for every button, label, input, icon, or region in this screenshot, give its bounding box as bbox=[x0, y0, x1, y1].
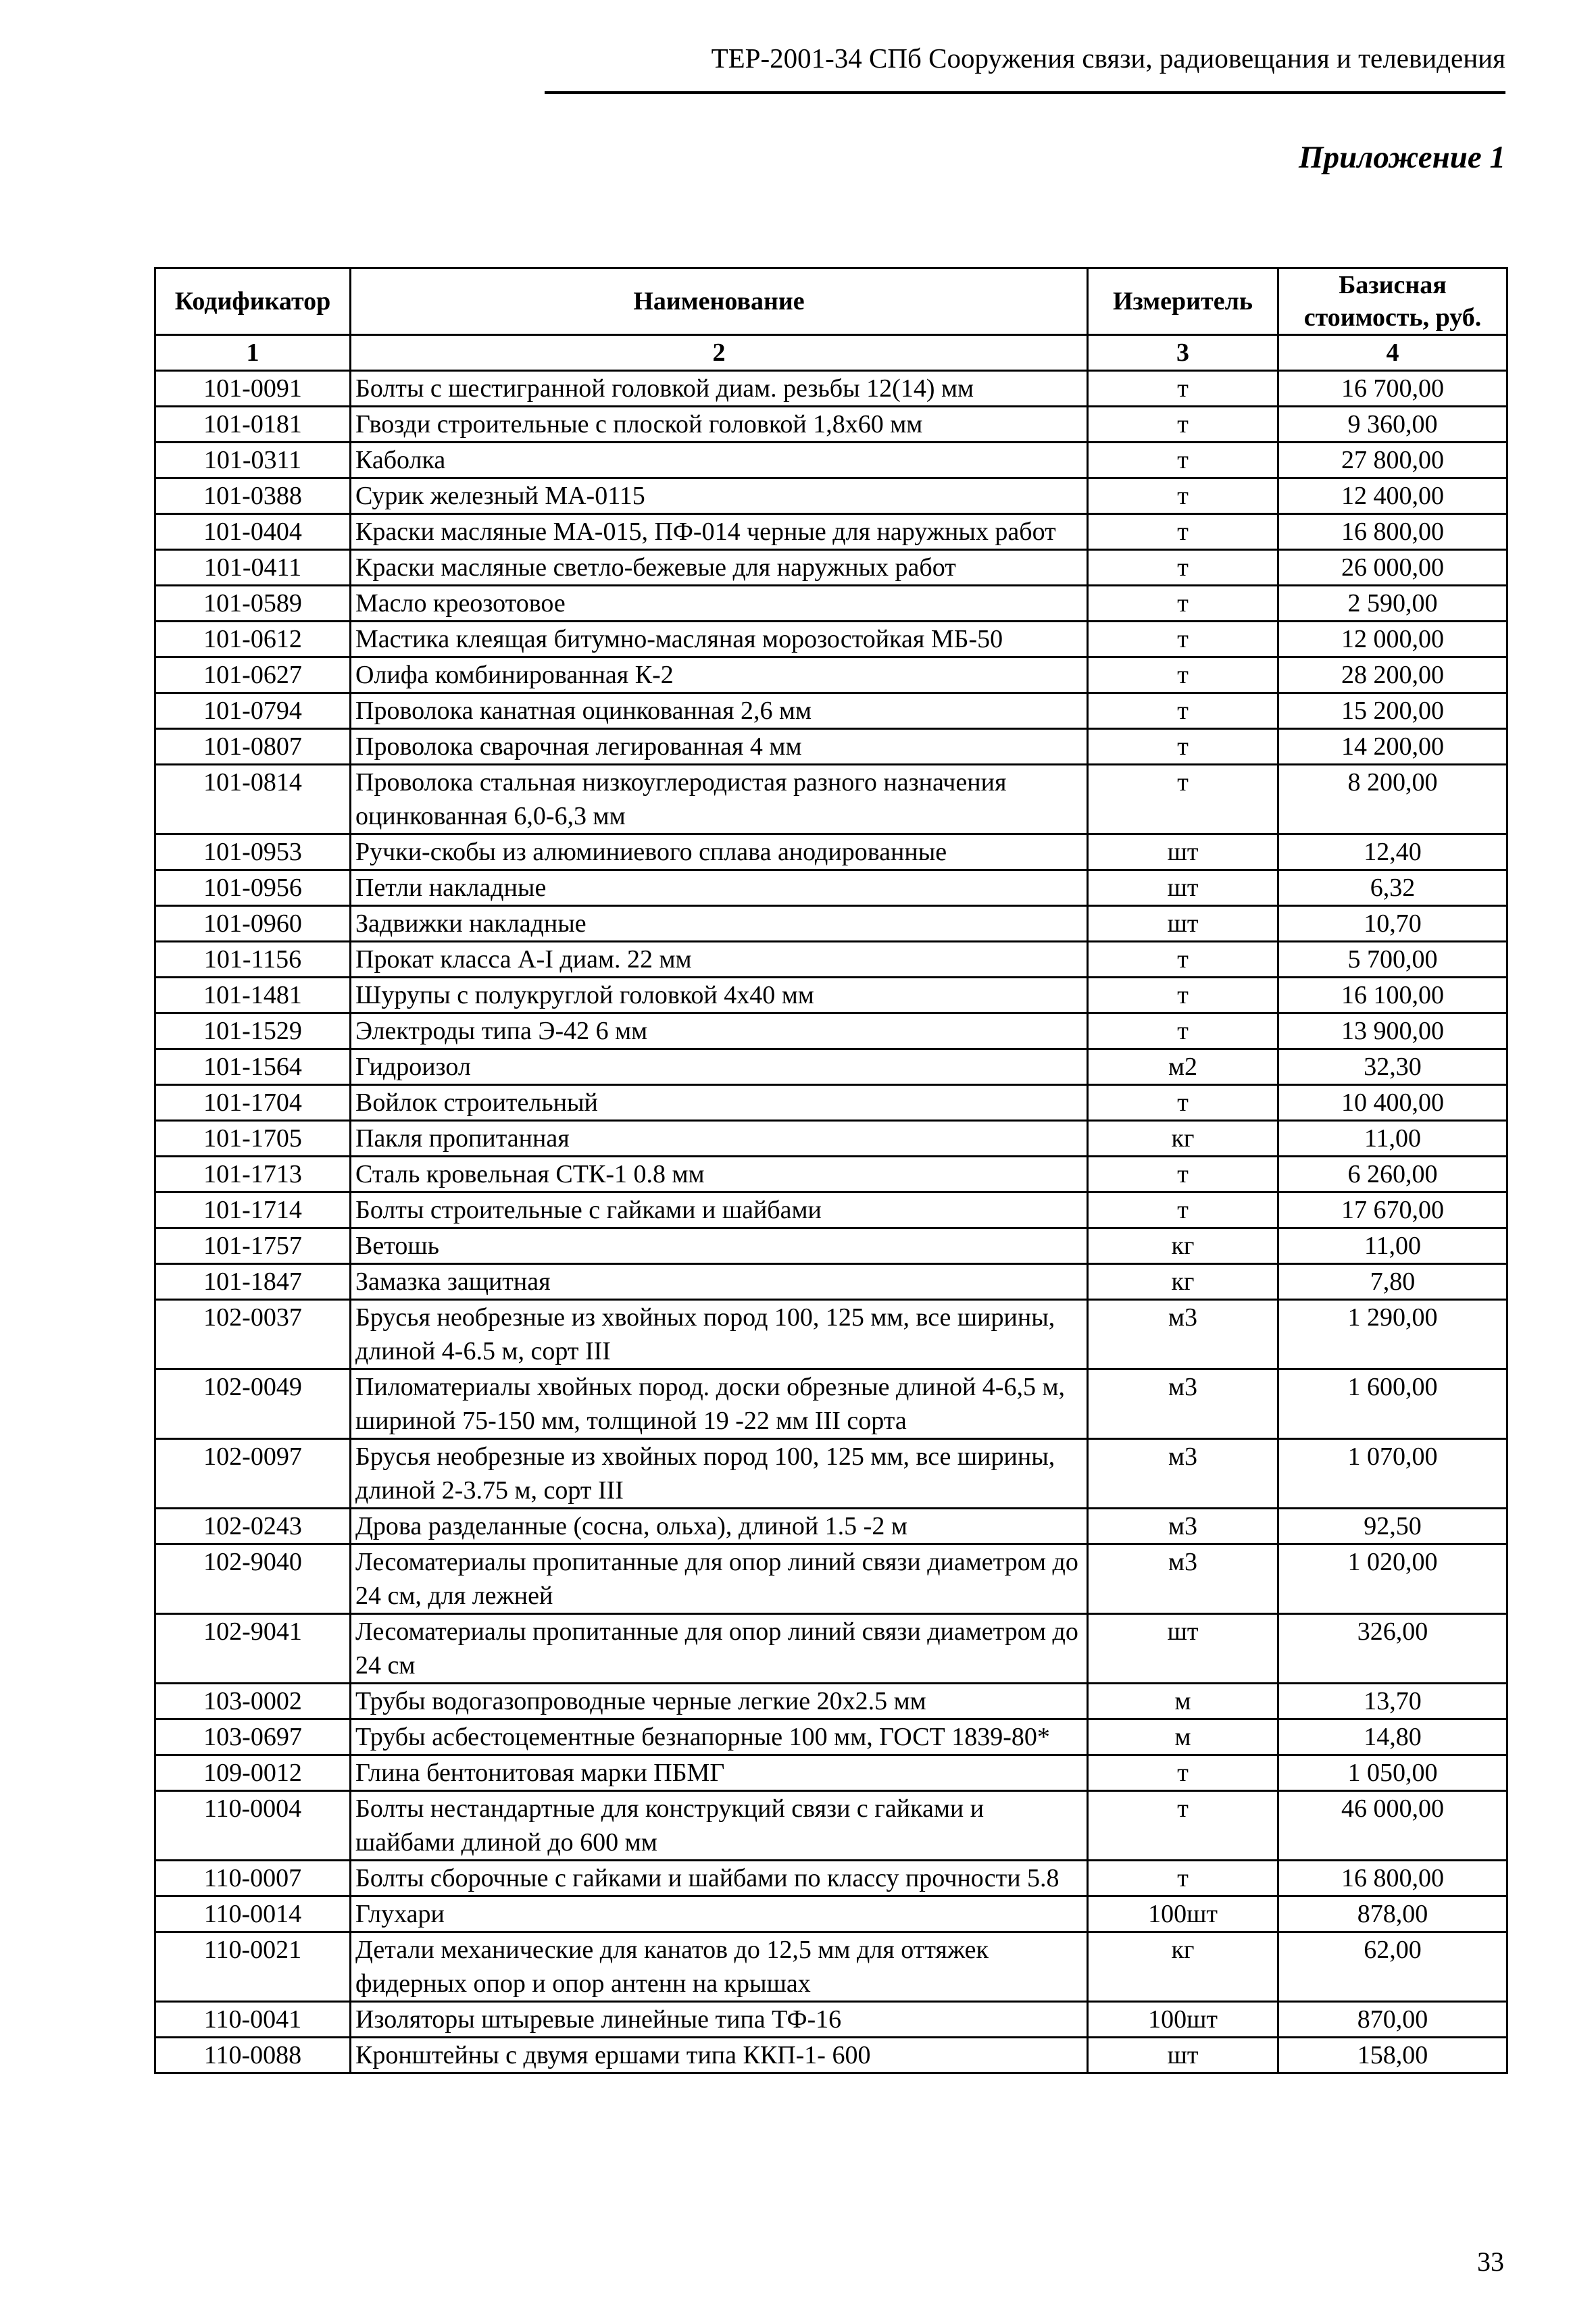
code-cell: 101-1564 bbox=[155, 1049, 351, 1085]
table-row bbox=[155, 693, 1507, 729]
unit-cell: т bbox=[1088, 693, 1278, 729]
code-cell: 102-9040 bbox=[155, 1544, 351, 1614]
table-row bbox=[155, 371, 1507, 407]
table-row bbox=[155, 1509, 1507, 1544]
price-cell: 1 050,00 bbox=[1278, 1755, 1507, 1791]
unit-cell: т bbox=[1088, 550, 1278, 586]
code-cell: 101-0794 bbox=[155, 693, 351, 729]
price-cell: 28 200,00 bbox=[1278, 657, 1507, 693]
unit-cell: т bbox=[1088, 1157, 1278, 1192]
table-row bbox=[155, 765, 1507, 834]
table-row bbox=[155, 870, 1507, 906]
price-cell: 14,80 bbox=[1278, 1719, 1507, 1755]
table-row bbox=[155, 1544, 1507, 1614]
name-cell: Мастика клеящая битумно-масляная морозостойкая МБ-50 bbox=[351, 622, 1088, 657]
name-cell: Лесоматериалы пропитанные для опор линий связи диаметром до 24 см bbox=[351, 1614, 1088, 1684]
unit-cell: м2 bbox=[1088, 1049, 1278, 1085]
price-cell: 878,00 bbox=[1278, 1896, 1507, 1932]
name-cell: Болты с шестигранной головкой диам. резьбы 12(14) мм bbox=[351, 371, 1088, 407]
unit-cell: т bbox=[1088, 1085, 1278, 1121]
table-row bbox=[155, 514, 1507, 550]
unit-cell: кг bbox=[1088, 1121, 1278, 1157]
price-cell: 158,00 bbox=[1278, 2038, 1507, 2073]
code-cell: 101-0956 bbox=[155, 870, 351, 906]
name-cell: Глухари bbox=[351, 1896, 1088, 1932]
price-cell: 62,00 bbox=[1278, 1932, 1507, 2002]
name-cell: Трубы асбестоцементные безнапорные 100 мм, ГОСТ 1839-80* bbox=[351, 1719, 1088, 1755]
table-row bbox=[155, 550, 1507, 586]
price-cell: 17 670,00 bbox=[1278, 1192, 1507, 1228]
unit-cell: м3 bbox=[1088, 1300, 1278, 1369]
price-cell: 32,30 bbox=[1278, 1049, 1507, 1085]
price-cell: 2 590,00 bbox=[1278, 586, 1507, 622]
price-cell: 10,70 bbox=[1278, 906, 1507, 942]
table-row bbox=[155, 1719, 1507, 1755]
code-cell: 110-0088 bbox=[155, 2038, 351, 2073]
code-cell: 101-0807 bbox=[155, 729, 351, 765]
unit-cell: т bbox=[1088, 443, 1278, 478]
name-cell: Дрова разделанные (сосна, ольха), длиной 1.5 -2 м bbox=[351, 1509, 1088, 1544]
price-cell: 5 700,00 bbox=[1278, 942, 1507, 978]
code-cell: 103-0697 bbox=[155, 1719, 351, 1755]
price-cell: 46 000,00 bbox=[1278, 1791, 1507, 1861]
code-cell: 101-0953 bbox=[155, 834, 351, 870]
column-number: 4 bbox=[1278, 335, 1507, 371]
code-cell: 110-0014 bbox=[155, 1896, 351, 1932]
price-cell: 13,70 bbox=[1278, 1684, 1507, 1719]
unit-cell: т bbox=[1088, 1861, 1278, 1896]
unit-cell: кг bbox=[1088, 1228, 1278, 1264]
document-header-title: ТЕР-2001-34 СПб Сооружения связи, радиовещания и телевидения bbox=[711, 43, 1505, 74]
name-cell: Сурик железный МА-0115 bbox=[351, 478, 1088, 514]
table-row bbox=[155, 657, 1507, 693]
table-row bbox=[155, 1264, 1507, 1300]
table-row bbox=[155, 1932, 1507, 2002]
table-row bbox=[155, 942, 1507, 978]
column-number: 2 bbox=[351, 335, 1088, 371]
name-cell: Брусья необрезные из хвойных пород 100, 125 мм, все ширины, длиной 2-3.75 м, сорт III bbox=[351, 1439, 1088, 1509]
unit-cell: м bbox=[1088, 1719, 1278, 1755]
table-row bbox=[155, 1300, 1507, 1369]
table-row bbox=[155, 906, 1507, 942]
column-header-code: Кодификатор bbox=[155, 268, 351, 335]
unit-cell: т bbox=[1088, 478, 1278, 514]
code-cell: 101-1529 bbox=[155, 1013, 351, 1049]
price-cell: 16 800,00 bbox=[1278, 1861, 1507, 1896]
unit-cell: т bbox=[1088, 1013, 1278, 1049]
table-row bbox=[155, 1157, 1507, 1192]
table-row bbox=[155, 729, 1507, 765]
code-cell: 110-0007 bbox=[155, 1861, 351, 1896]
table-column-number-row bbox=[155, 335, 1507, 371]
unit-cell: шт bbox=[1088, 2038, 1278, 2073]
price-cell: 26 000,00 bbox=[1278, 550, 1507, 586]
unit-cell: т bbox=[1088, 1755, 1278, 1791]
name-cell: Гвозди строительные с плоской головкой 1,8х60 мм bbox=[351, 407, 1088, 443]
column-header-unit: Измеритель bbox=[1088, 268, 1278, 335]
name-cell: Краски масляные МА-015, ПФ-014 черные для наружных работ bbox=[351, 514, 1088, 550]
unit-cell: 100шт bbox=[1088, 1896, 1278, 1932]
name-cell: Гидроизол bbox=[351, 1049, 1088, 1085]
table-row bbox=[155, 2002, 1507, 2038]
column-number: 1 bbox=[155, 335, 351, 371]
name-cell: Замазка защитная bbox=[351, 1264, 1088, 1300]
code-cell: 102-0243 bbox=[155, 1509, 351, 1544]
price-cell: 1 020,00 bbox=[1278, 1544, 1507, 1614]
name-cell: Олифа комбинированная К-2 bbox=[351, 657, 1088, 693]
name-cell: Кронштейны с двумя ершами типа ККП-1- 600 bbox=[351, 2038, 1088, 2073]
code-cell: 101-0627 bbox=[155, 657, 351, 693]
table-row bbox=[155, 1791, 1507, 1861]
unit-cell: м3 bbox=[1088, 1544, 1278, 1614]
code-cell: 103-0002 bbox=[155, 1684, 351, 1719]
name-cell: Сталь кровельная СТК-1 0.8 мм bbox=[351, 1157, 1088, 1192]
code-cell: 101-1704 bbox=[155, 1085, 351, 1121]
name-cell: Болты сборочные с гайками и шайбами по классу прочности 5.8 bbox=[351, 1861, 1088, 1896]
price-cell: 10 400,00 bbox=[1278, 1085, 1507, 1121]
price-cell: 16 700,00 bbox=[1278, 371, 1507, 407]
code-cell: 101-0411 bbox=[155, 550, 351, 586]
code-cell: 101-1847 bbox=[155, 1264, 351, 1300]
column-header-price: Базисная стоимость, руб. bbox=[1278, 268, 1507, 335]
name-cell: Болты строительные с гайками и шайбами bbox=[351, 1192, 1088, 1228]
code-cell: 101-0960 bbox=[155, 906, 351, 942]
name-cell: Проволока стальная низкоуглеродистая разного назначения оцинкованная 6,0-6,3 мм bbox=[351, 765, 1088, 834]
price-cell: 9 360,00 bbox=[1278, 407, 1507, 443]
code-cell: 110-0021 bbox=[155, 1932, 351, 2002]
table-row bbox=[155, 1861, 1507, 1896]
name-cell: Ветошь bbox=[351, 1228, 1088, 1264]
table-row bbox=[155, 1684, 1507, 1719]
table-row bbox=[155, 1192, 1507, 1228]
code-cell: 109-0012 bbox=[155, 1755, 351, 1791]
table-row bbox=[155, 1121, 1507, 1157]
table-row bbox=[155, 1755, 1507, 1791]
table-row bbox=[155, 407, 1507, 443]
table-row bbox=[155, 1369, 1507, 1439]
price-cell: 27 800,00 bbox=[1278, 443, 1507, 478]
unit-cell: т bbox=[1088, 657, 1278, 693]
unit-cell: шт bbox=[1088, 1614, 1278, 1684]
table-row bbox=[155, 1439, 1507, 1509]
price-cell: 326,00 bbox=[1278, 1614, 1507, 1684]
price-cell: 16 100,00 bbox=[1278, 978, 1507, 1013]
code-cell: 101-0612 bbox=[155, 622, 351, 657]
price-cell: 870,00 bbox=[1278, 2002, 1507, 2038]
code-cell: 101-0388 bbox=[155, 478, 351, 514]
name-cell: Пакля пропитанная bbox=[351, 1121, 1088, 1157]
table-row bbox=[155, 586, 1507, 622]
table-row bbox=[155, 834, 1507, 870]
column-header-name: Наименование bbox=[351, 268, 1088, 335]
unit-cell: шт bbox=[1088, 834, 1278, 870]
table-row bbox=[155, 1896, 1507, 1932]
code-cell: 101-1705 bbox=[155, 1121, 351, 1157]
header-divider bbox=[545, 91, 1505, 94]
price-cell: 12,40 bbox=[1278, 834, 1507, 870]
page-number: 33 bbox=[1477, 2246, 1504, 2277]
price-cell: 1 290,00 bbox=[1278, 1300, 1507, 1369]
name-cell: Прокат класса А-I диам. 22 мм bbox=[351, 942, 1088, 978]
name-cell: Изоляторы штыревые линейные типа ТФ-16 bbox=[351, 2002, 1088, 2038]
price-cell: 13 900,00 bbox=[1278, 1013, 1507, 1049]
table-row bbox=[155, 1614, 1507, 1684]
price-cell: 1 070,00 bbox=[1278, 1439, 1507, 1509]
unit-cell: т bbox=[1088, 514, 1278, 550]
code-cell: 110-0004 bbox=[155, 1791, 351, 1861]
table-row bbox=[155, 1085, 1507, 1121]
table-row bbox=[155, 978, 1507, 1013]
name-cell: Шурупы с полукруглой головкой 4х40 мм bbox=[351, 978, 1088, 1013]
name-cell: Брусья необрезные из хвойных пород 100, 125 мм, все ширины, длиной 4-6.5 м, сорт III bbox=[351, 1300, 1088, 1369]
unit-cell: м bbox=[1088, 1684, 1278, 1719]
code-cell: 101-0091 bbox=[155, 371, 351, 407]
unit-cell: кг bbox=[1088, 1932, 1278, 2002]
name-cell: Пиломатериалы хвойных пород. доски обрезные длиной 4-6,5 м, шириной 75-150 мм, толщиной 19 -22 мм III сорта bbox=[351, 1369, 1088, 1439]
name-cell: Краски масляные светло-бежевые для наружных работ bbox=[351, 550, 1088, 586]
unit-cell: т bbox=[1088, 371, 1278, 407]
code-cell: 102-0097 bbox=[155, 1439, 351, 1509]
table-body bbox=[155, 371, 1507, 2073]
name-cell: Лесоматериалы пропитанные для опор линий связи диаметром до 24 см, для лежней bbox=[351, 1544, 1088, 1614]
table-row bbox=[155, 2038, 1507, 2073]
code-cell: 102-0049 bbox=[155, 1369, 351, 1439]
unit-cell: кг bbox=[1088, 1264, 1278, 1300]
name-cell: Задвижки накладные bbox=[351, 906, 1088, 942]
materials-price-table bbox=[154, 267, 1508, 2074]
code-cell: 101-1481 bbox=[155, 978, 351, 1013]
price-cell: 11,00 bbox=[1278, 1121, 1507, 1157]
code-cell: 101-1714 bbox=[155, 1192, 351, 1228]
code-cell: 101-0181 bbox=[155, 407, 351, 443]
price-cell: 15 200,00 bbox=[1278, 693, 1507, 729]
unit-cell: м3 bbox=[1088, 1509, 1278, 1544]
code-cell: 101-0589 bbox=[155, 586, 351, 622]
price-cell: 14 200,00 bbox=[1278, 729, 1507, 765]
code-cell: 101-0814 bbox=[155, 765, 351, 834]
table-header-row bbox=[155, 268, 1507, 335]
price-cell: 16 800,00 bbox=[1278, 514, 1507, 550]
price-cell: 92,50 bbox=[1278, 1509, 1507, 1544]
price-cell: 11,00 bbox=[1278, 1228, 1507, 1264]
unit-cell: т bbox=[1088, 1192, 1278, 1228]
code-cell: 101-0404 bbox=[155, 514, 351, 550]
price-cell: 6,32 bbox=[1278, 870, 1507, 906]
unit-cell: т bbox=[1088, 942, 1278, 978]
code-cell: 101-1757 bbox=[155, 1228, 351, 1264]
code-cell: 110-0041 bbox=[155, 2002, 351, 2038]
code-cell: 102-0037 bbox=[155, 1300, 351, 1369]
code-cell: 101-0311 bbox=[155, 443, 351, 478]
code-cell: 101-1713 bbox=[155, 1157, 351, 1192]
name-cell: Проволока сварочная легированная 4 мм bbox=[351, 729, 1088, 765]
unit-cell: т bbox=[1088, 765, 1278, 834]
unit-cell: т bbox=[1088, 729, 1278, 765]
table-row bbox=[155, 443, 1507, 478]
unit-cell: м3 bbox=[1088, 1369, 1278, 1439]
code-cell: 102-9041 bbox=[155, 1614, 351, 1684]
price-cell: 1 600,00 bbox=[1278, 1369, 1507, 1439]
unit-cell: м3 bbox=[1088, 1439, 1278, 1509]
name-cell: Глина бентонитовая марки ПБМГ bbox=[351, 1755, 1088, 1791]
unit-cell: т bbox=[1088, 1791, 1278, 1861]
table-row bbox=[155, 1228, 1507, 1264]
column-number: 3 bbox=[1088, 335, 1278, 371]
price-cell: 6 260,00 bbox=[1278, 1157, 1507, 1192]
unit-cell: т bbox=[1088, 407, 1278, 443]
price-cell: 8 200,00 bbox=[1278, 765, 1507, 834]
table-row bbox=[155, 1013, 1507, 1049]
name-cell: Петли накладные bbox=[351, 870, 1088, 906]
table-row bbox=[155, 478, 1507, 514]
name-cell: Болты нестандартные для конструкций связи с гайками и шайбами длиной до 600 мм bbox=[351, 1791, 1088, 1861]
price-cell: 12 400,00 bbox=[1278, 478, 1507, 514]
name-cell: Масло креозотовое bbox=[351, 586, 1088, 622]
unit-cell: т bbox=[1088, 622, 1278, 657]
unit-cell: шт bbox=[1088, 870, 1278, 906]
name-cell: Проволока канатная оцинкованная 2,6 мм bbox=[351, 693, 1088, 729]
unit-cell: т bbox=[1088, 978, 1278, 1013]
name-cell: Трубы водогазопроводные черные легкие 20х2.5 мм bbox=[351, 1684, 1088, 1719]
table-row bbox=[155, 1049, 1507, 1085]
appendix-label: Приложение 1 bbox=[1299, 140, 1505, 175]
code-cell: 101-1156 bbox=[155, 942, 351, 978]
name-cell: Каболка bbox=[351, 443, 1088, 478]
name-cell: Войлок строительный bbox=[351, 1085, 1088, 1121]
price-cell: 12 000,00 bbox=[1278, 622, 1507, 657]
unit-cell: 100шт bbox=[1088, 2002, 1278, 2038]
unit-cell: т bbox=[1088, 586, 1278, 622]
name-cell: Ручки-скобы из алюминиевого сплава анодированные bbox=[351, 834, 1088, 870]
unit-cell: шт bbox=[1088, 906, 1278, 942]
name-cell: Электроды типа Э-42 6 мм bbox=[351, 1013, 1088, 1049]
name-cell: Детали механические для канатов до 12,5 мм для оттяжек фидерных опор и опор антенн на крышах bbox=[351, 1932, 1088, 2002]
table-row bbox=[155, 622, 1507, 657]
price-cell: 7,80 bbox=[1278, 1264, 1507, 1300]
